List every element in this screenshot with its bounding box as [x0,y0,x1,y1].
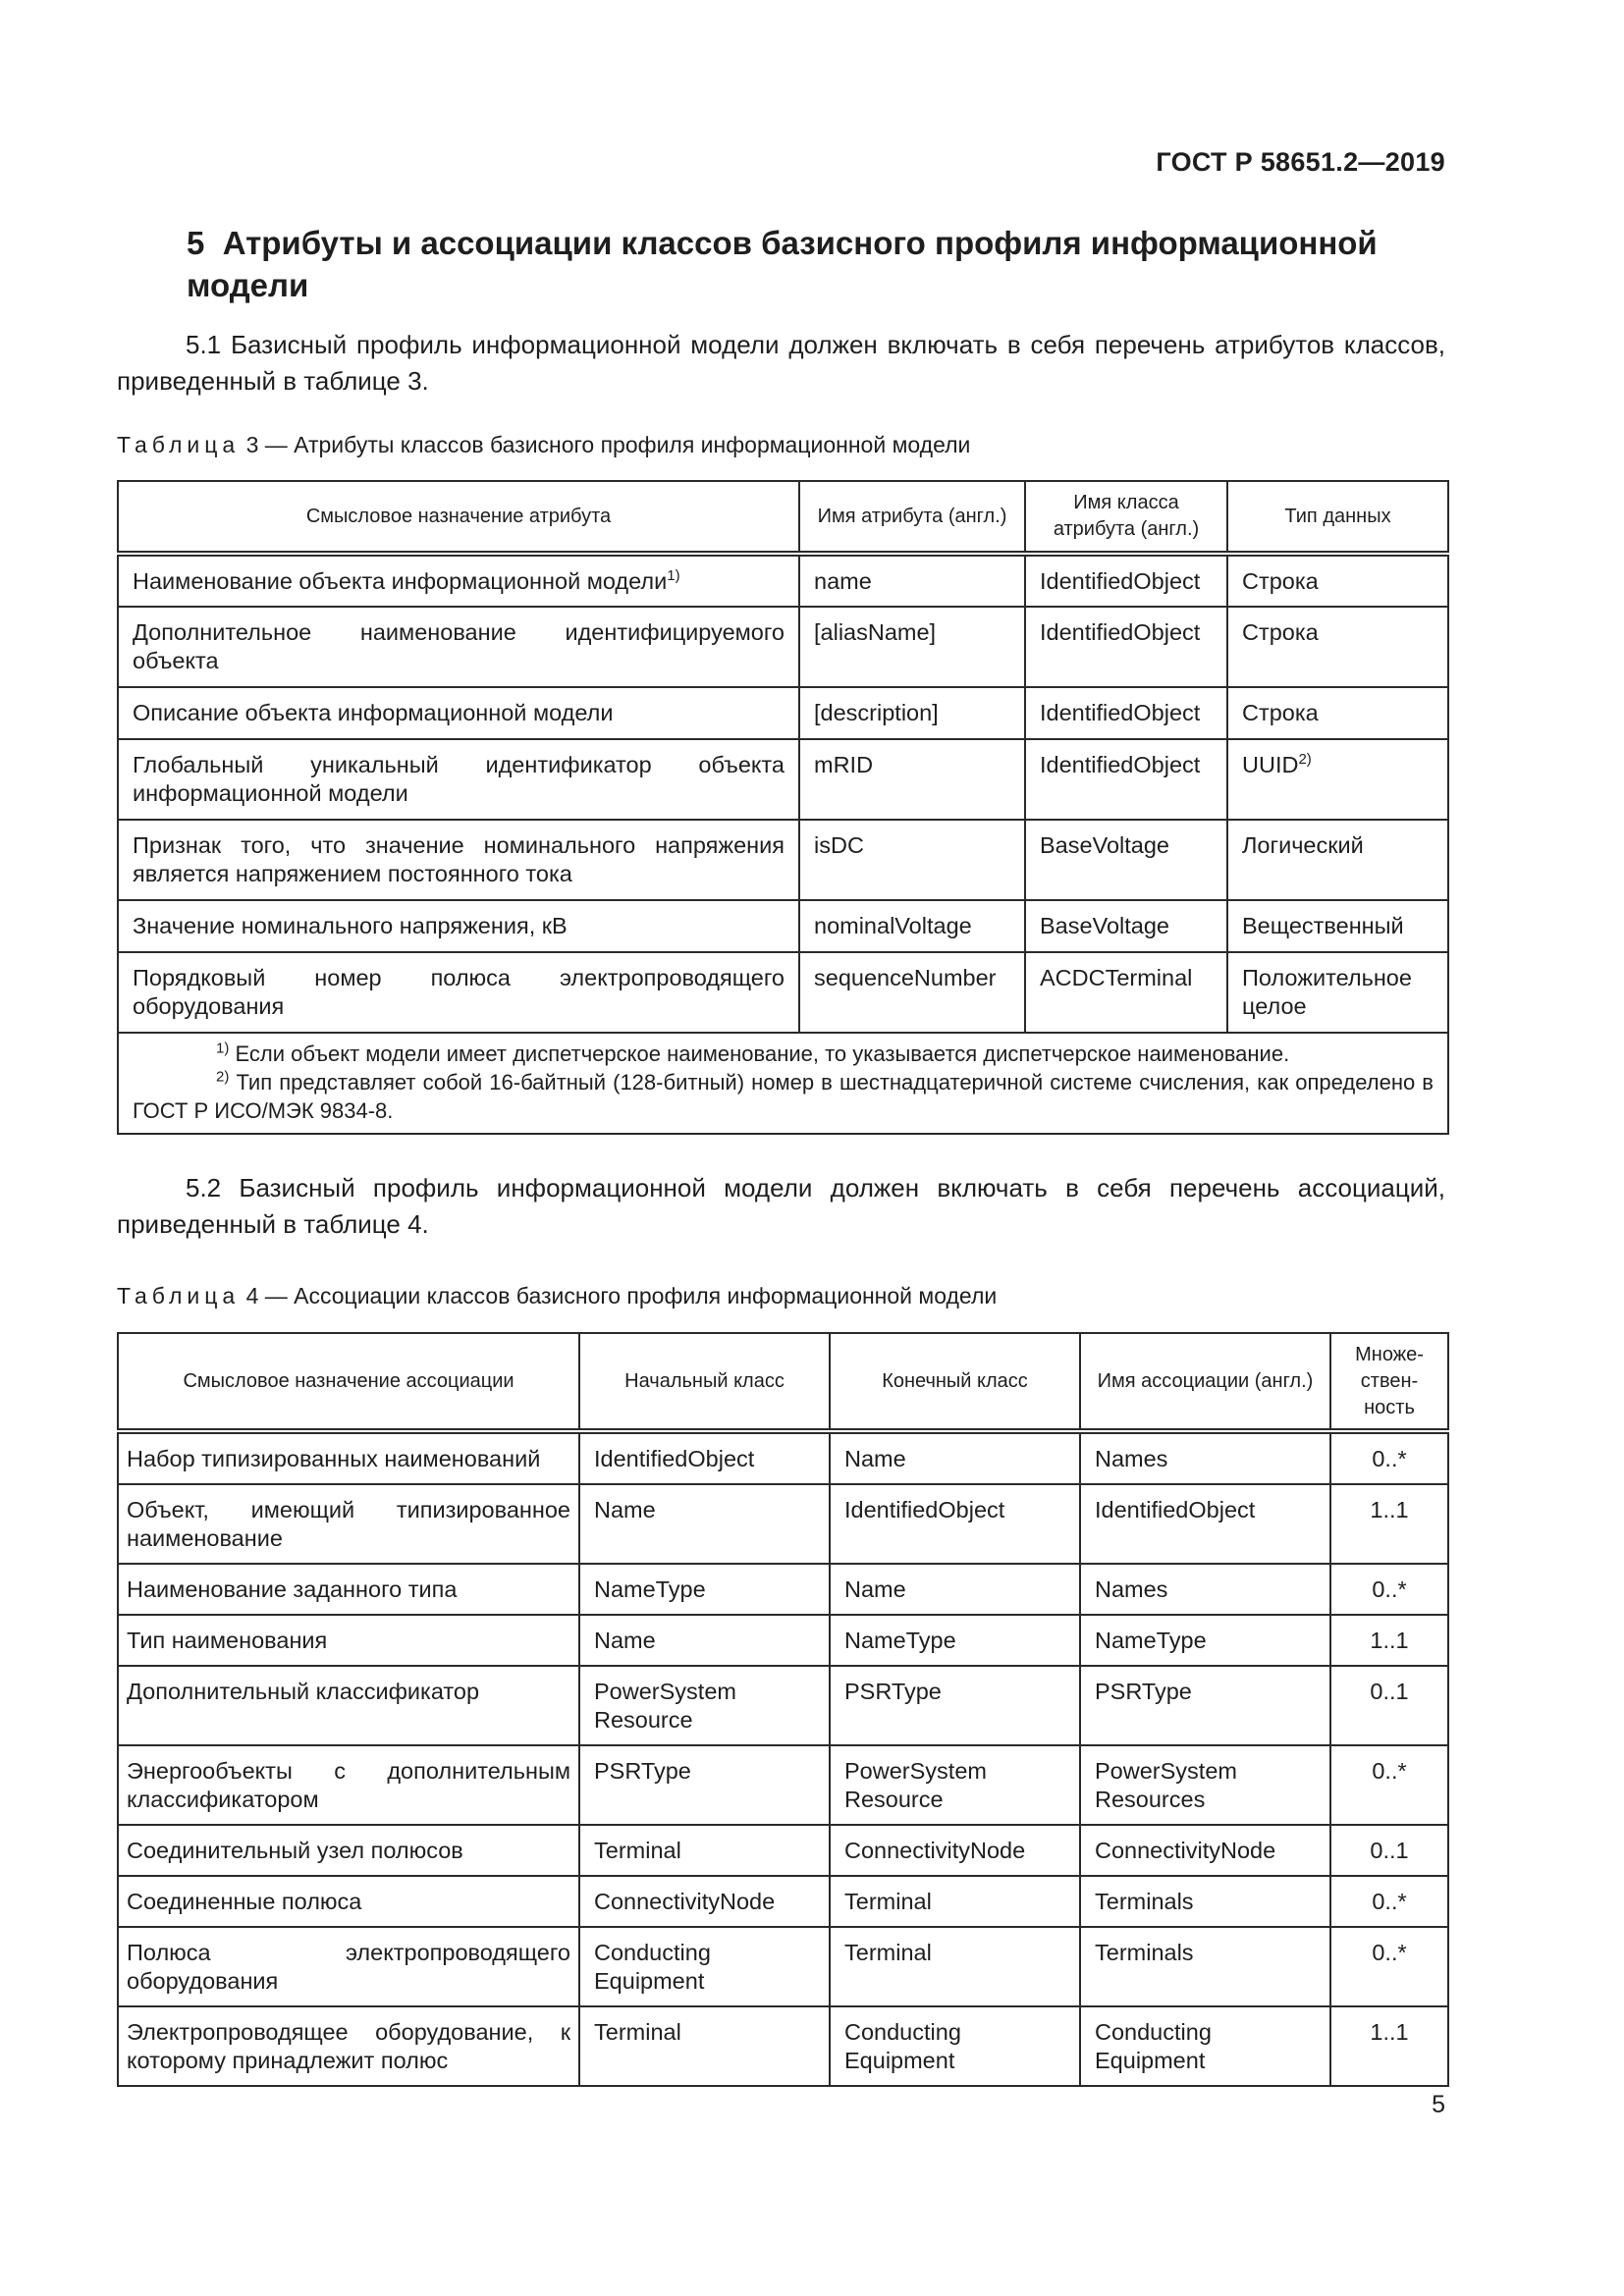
table-cell: Положительное целое [1227,952,1448,1033]
table-row [118,1431,1448,1484]
table-cell: Name [579,1484,830,1564]
table-cell: Дополнительный классификатор [118,1666,579,1745]
footnote-2 [133,1068,1434,1125]
table-cell: name [799,554,1025,607]
table-cell: BaseVoltage [1025,900,1227,952]
table-row [118,1825,1448,1876]
table-cell: Name [830,1564,1080,1615]
table-cell: Соединенные полюса [118,1876,579,1927]
table-cell: PowerSystem Resources [1080,1745,1330,1825]
table-cell: 1..1 [1330,2006,1448,2086]
paragraph-5-1-text: 5.1 Базисный профиль информационной модели должен включать в себя перечень атрибутов классов, приведенный в таблице 3. [117,330,1445,396]
table-3-caption-text: 3 — Атрибуты классов базисного профиля информационной модели [240,432,971,457]
footnote-2-mark: 2) [216,1068,230,1086]
table-cell: Terminals [1080,1927,1330,2006]
table-4-header-cell: Имя ассоциации (англ.) [1080,1333,1330,1431]
table-cell: Names [1080,1564,1330,1615]
table-cell: Вещественный [1227,900,1448,952]
table-4-header-cell: Множе-ствен-ность [1330,1333,1448,1431]
table-cell: PowerSystem Resource [830,1745,1080,1825]
table-4-header-cell: Смысловое назначение ассоциации [118,1333,579,1431]
table-cell: 0..* [1330,1876,1448,1927]
table-row [118,1927,1448,2006]
table-row [118,687,1448,739]
section-number: 5 [187,225,205,261]
table-cell: IdentifiedObject [1080,1484,1330,1564]
table-cell: isDC [799,820,1025,900]
table-cell [1227,739,1448,820]
table-cell: ConnectivityNode [1080,1825,1330,1876]
table-cell: Names [1080,1431,1330,1484]
table-row [118,1876,1448,1927]
table-3-caption [117,432,1445,458]
table-cell: [aliasName] [799,607,1025,687]
cell-text: Наименование объекта информационной модели [133,568,668,594]
table-cell: ConnectivityNode [579,1876,830,1927]
table-cell: Name [579,1615,830,1666]
table-cell: IdentifiedObject [1025,687,1227,739]
table-cell: BaseVoltage [1025,820,1227,900]
table-cell: NameType [579,1564,830,1615]
table-cell: Строка [1227,554,1448,607]
table-4-header-cell: Начальный класс [579,1333,830,1431]
table-cell [118,554,799,607]
table-cell: Энергообъекты с дополнительным классификатором [118,1745,579,1825]
table-cell: Признак того, что значение номинального напряжения является напряжением постоянного тока [118,820,799,900]
table-cell: Дополнительное наименование идентифицируемого объекта [118,607,799,687]
table-4 [117,1332,1449,2087]
table-cell: IdentifiedObject [1025,607,1227,687]
table-3-header-cell: Тип данных [1227,481,1448,554]
table-cell: Объект, имеющий типизированное наименование [118,1484,579,1564]
table-cell: Соединительный узел полюсов [118,1825,579,1876]
table-cell: Логический [1227,820,1448,900]
paragraph-5-2 [117,1170,1445,1243]
table-cell: Terminals [1080,1876,1330,1927]
table-row [118,900,1448,952]
section-title-text: Атрибуты и ассоциации классов базисного профиля информационной модели [187,225,1378,303]
table-cell: Conducting Equipment [830,2006,1080,2086]
table-cell: 0..* [1330,1564,1448,1615]
table-cell: Строка [1227,687,1448,739]
table-cell: Электропроводящее оборудование, к которому принадлежит полюс [118,2006,579,2086]
footnote-2-text: Тип представляет собой 16-байтный (128-битный) номер в шестнадцатеричной системе счисления, как определено в ГОСТ Р ИСО/МЭК 9834-8. [133,1070,1434,1123]
table-cell: Строка [1227,607,1448,687]
table-3-caption-word: Таблица [117,432,241,457]
table-cell: IdentifiedObject [579,1431,830,1484]
table-row [118,554,1448,607]
table-cell: Terminal [579,1825,830,1876]
table-3 [117,480,1449,1135]
section-heading [187,222,1453,306]
table-cell: Наименование заданного типа [118,1564,579,1615]
table-cell: PowerSystem Resource [579,1666,830,1745]
table-cell: Name [830,1431,1080,1484]
table-cell: 0..1 [1330,1825,1448,1876]
paragraph-5-2-text: 5.2 Базисный профиль информационной модели должен включать в себя перечень ассоциаций, приведенный в таблице 4. [117,1173,1445,1239]
table-cell: 0..1 [1330,1666,1448,1745]
cell-text: UUID [1242,752,1299,777]
table-cell: Terminal [830,1927,1080,2006]
page-number: 5 [1432,2091,1445,2118]
table-cell: Conducting Equipment [579,1927,830,2006]
table-cell: ConnectivityNode [830,1825,1080,1876]
table-cell: ACDCTerminal [1025,952,1227,1033]
document-id-header: ГОСТ Р 58651.2—2019 [1156,147,1445,177]
table-cell: sequenceNumber [799,952,1025,1033]
table-cell: Полюса электропроводящего оборудования [118,1927,579,2006]
table-4-caption [117,1283,1445,1309]
table-3-header-row [118,481,1448,554]
table-cell: Terminal [830,1876,1080,1927]
table-row [118,1666,1448,1745]
table-cell: NameType [830,1615,1080,1666]
table-cell: 1..1 [1330,1484,1448,1564]
table-3-header-cell: Имя атрибута (англ.) [799,481,1025,554]
footnote-mark: 1) [667,567,680,585]
paragraph-5-1 [117,327,1445,400]
table-row [118,1564,1448,1615]
table-3-footnotes [118,1033,1448,1134]
table-cell: Набор типизированных наименований [118,1431,579,1484]
footnote-1-mark: 1) [216,1040,230,1057]
table-3-footnotes-row [118,1033,1448,1134]
table-cell: NameType [1080,1615,1330,1666]
table-cell: [description] [799,687,1025,739]
table-4-header-row [118,1333,1448,1431]
table-cell: Описание объекта информационной модели [118,687,799,739]
table-cell: IdentifiedObject [830,1484,1080,1564]
table-row [118,2006,1448,2086]
table-cell: PSRType [1080,1666,1330,1745]
table-cell: mRID [799,739,1025,820]
footnote-mark: 2) [1298,751,1312,769]
table-cell: IdentifiedObject [1025,739,1227,820]
table-row [118,1615,1448,1666]
table-row [118,952,1448,1033]
table-cell: Terminal [579,2006,830,2086]
table-cell: nominalVoltage [799,900,1025,952]
table-row [118,1745,1448,1825]
table-cell: 0..* [1330,1431,1448,1484]
table-4-header-cell: Конечный класс [830,1333,1080,1431]
table-cell: 1..1 [1330,1615,1448,1666]
table-cell: PSRType [579,1745,830,1825]
table-row [118,739,1448,820]
table-cell: IdentifiedObject [1025,554,1227,607]
table-cell: 0..* [1330,1927,1448,2006]
footnote-1-text: Если объект модели имеет диспетчерское наименование, то указывается диспетчерское наименование. [235,1041,1290,1066]
table-4-caption-text: 4 — Ассоциации классов базисного профиля информационной модели [240,1283,998,1308]
table-cell: 0..* [1330,1745,1448,1825]
table-cell: Conducting Equipment [1080,2006,1330,2086]
table-3-header-cell: Имя класса атрибута (англ.) [1025,481,1227,554]
table-row [118,607,1448,687]
table-3-header-cell: Смысловое назначение атрибута [118,481,799,554]
table-row [118,820,1448,900]
table-cell: Тип наименования [118,1615,579,1666]
footnote-1 [133,1040,1434,1068]
table-cell: PSRType [830,1666,1080,1745]
table-cell: Значение номинального напряжения, кВ [118,900,799,952]
table-row [118,1484,1448,1564]
table-cell: Порядковый номер полюса электропроводящего оборудования [118,952,799,1033]
table-cell: Глобальный уникальный идентификатор объекта информационной модели [118,739,799,820]
table-4-caption-word: Таблица [117,1283,241,1308]
